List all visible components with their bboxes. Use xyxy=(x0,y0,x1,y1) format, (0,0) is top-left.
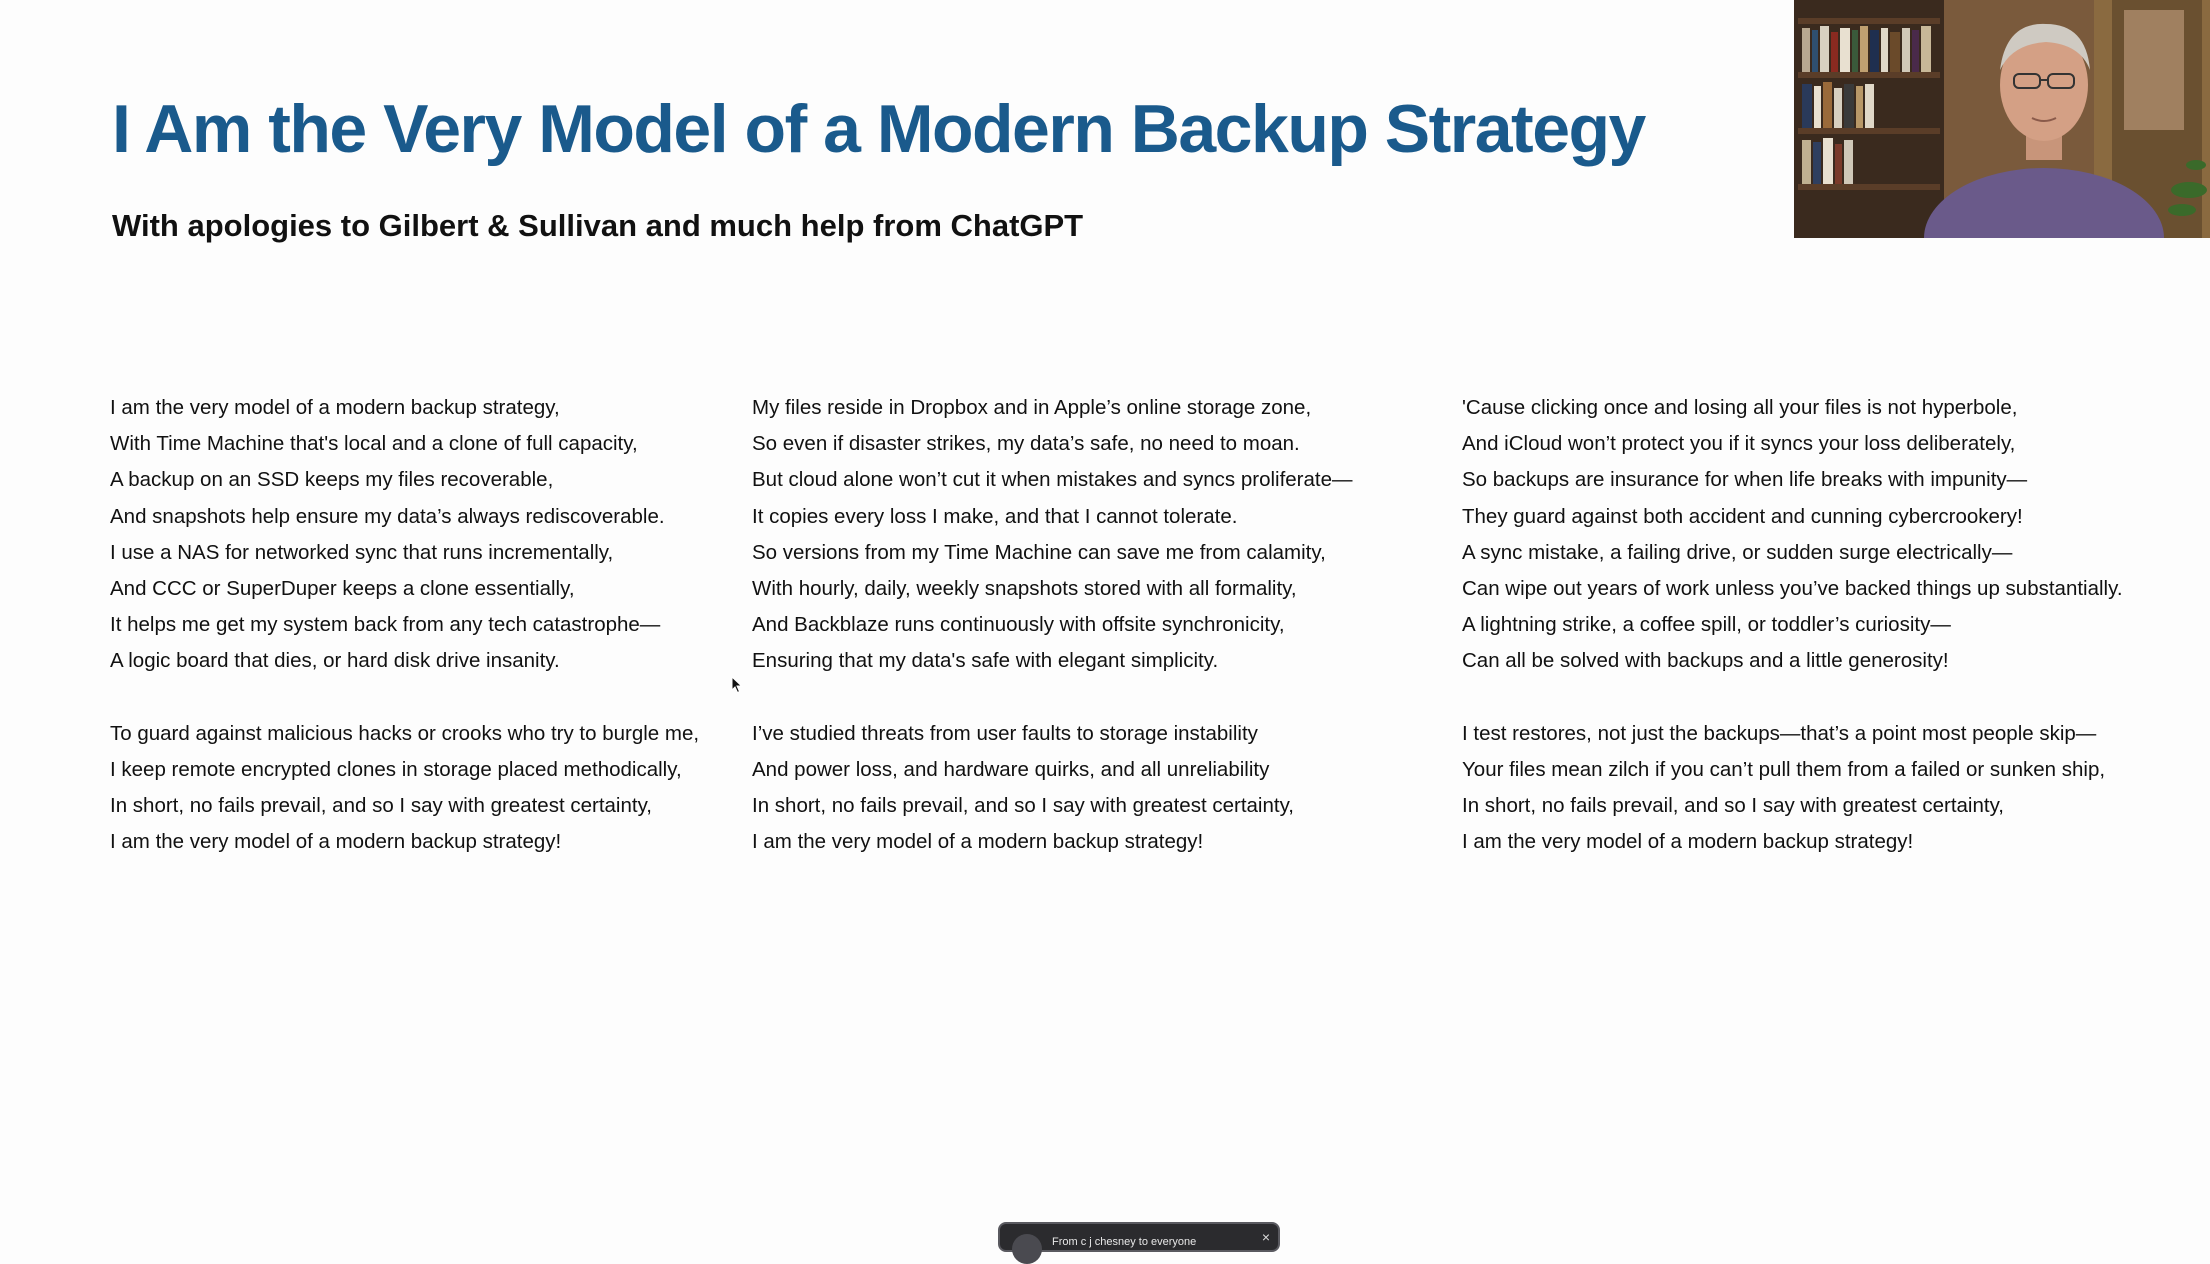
verse-line: A logic board that dies, or hard disk drive insanity. xyxy=(110,649,560,673)
stanza xyxy=(110,716,750,861)
verse-line: I test restores, not just the backups—that’s a point most people skip— xyxy=(1462,721,2097,745)
verse-line: It copies every loss I make, and that I cannot tolerate. xyxy=(752,504,1238,528)
verse-line: And snapshots help ensure my data’s always rediscoverable. xyxy=(110,504,665,528)
slide-subtitle: With apologies to Gilbert & Sullivan and much help from ChatGPT xyxy=(112,208,1084,243)
speaker-webcam-video[interactable] xyxy=(1794,0,2210,238)
verse-line: Ensuring that my data's safe with elegant simplicity. xyxy=(752,649,1219,673)
verse-line: 'Cause clicking once and losing all your files is not hyperbole, xyxy=(1462,396,2018,419)
verse-line: Your files mean zilch if you can’t pull them from a failed or sunken ship, xyxy=(1462,758,2106,782)
verse-column-2 xyxy=(752,390,1412,897)
verse-line: Can wipe out years of work unless you’ve backed things up substantially. xyxy=(1462,577,2123,601)
verse-line: I use a NAS for networked sync that runs incrementally, xyxy=(110,540,614,564)
verse-line: I’ve studied threats from user faults to storage instability xyxy=(752,721,1258,745)
verse-line: With Time Machine that's local and a clone of full capacity, xyxy=(110,432,638,456)
verse-line: A sync mistake, a failing drive, or sudden surge electrically— xyxy=(1462,540,2013,564)
verse-line: And iCloud won’t protect you if it syncs your loss deliberately, xyxy=(1462,432,2016,456)
verse-line: It helps me get my system back from any tech catastrophe— xyxy=(110,613,661,637)
verse-line: I am the very model of a modern backup strategy! xyxy=(1462,830,1914,854)
verse-line: To guard against malicious hacks or crooks who try to burgle me, xyxy=(110,721,700,745)
verse-line: A lightning strike, a coffee spill, or toddler’s curiosity— xyxy=(1462,613,1951,637)
verse-line: I am the very model of a modern backup strategy, xyxy=(110,396,560,419)
verse-line: And Backblaze runs continuously with offsite synchronicity, xyxy=(752,613,1285,637)
verse-line: In short, no fails prevail, and so I say with greatest certainty, xyxy=(110,794,652,818)
stanza xyxy=(1462,390,2202,680)
verse-line: I am the very model of a modern backup strategy! xyxy=(110,830,562,854)
verse-line: So backups are insurance for when life breaks with impunity— xyxy=(1462,468,2028,492)
verse-line: So versions from my Time Machine can save me from calamity, xyxy=(752,540,1326,564)
close-icon[interactable]: × xyxy=(1261,1229,1270,1245)
verse-line: I keep remote encrypted clones in storage placed methodically, xyxy=(110,758,682,782)
verse-line: And power loss, and hardware quirks, and all unreliability xyxy=(752,758,1270,782)
verse-column-1 xyxy=(110,390,750,897)
stanza xyxy=(752,716,1412,861)
verse-line: In short, no fails prevail, and so I say with greatest certainty, xyxy=(1462,794,2004,818)
verse-line: In short, no fails prevail, and so I say with greatest certainty, xyxy=(752,794,1294,818)
verse-line: A backup on an SSD keeps my files recoverable, xyxy=(110,468,554,492)
stanza xyxy=(752,390,1412,680)
slide-title: I Am the Very Model of a Modern Backup Strategy xyxy=(112,91,1645,167)
verse-line: Can all be solved with backups and a little generosity! xyxy=(1462,649,1949,673)
verse-line: And CCC or SuperDuper keeps a clone essentially, xyxy=(110,577,575,601)
chat-notification[interactable] xyxy=(998,1222,1280,1252)
verse-line: But cloud alone won’t cut it when mistakes and syncs proliferate— xyxy=(752,468,1353,492)
verse-line: My files reside in Dropbox and in Apple’s online storage zone, xyxy=(752,396,1312,419)
stanza xyxy=(1462,716,2202,861)
verse-line: They guard against both accident and cunning cybercrookery! xyxy=(1462,504,2023,528)
verse-column-3 xyxy=(1462,390,2202,897)
verse-line: I am the very model of a modern backup strategy! xyxy=(752,830,1204,854)
webcam-frame xyxy=(1794,0,2210,238)
avatar xyxy=(1012,1234,1042,1264)
verse-line: So even if disaster strikes, my data’s safe, no need to moan. xyxy=(752,432,1300,456)
chat-notification-text: From c j chesney to everyone xyxy=(1052,1236,1197,1248)
verse-line: With hourly, daily, weekly snapshots stored with all formality, xyxy=(752,577,1297,601)
arrow-cursor-icon xyxy=(731,676,743,694)
stanza xyxy=(110,390,750,680)
